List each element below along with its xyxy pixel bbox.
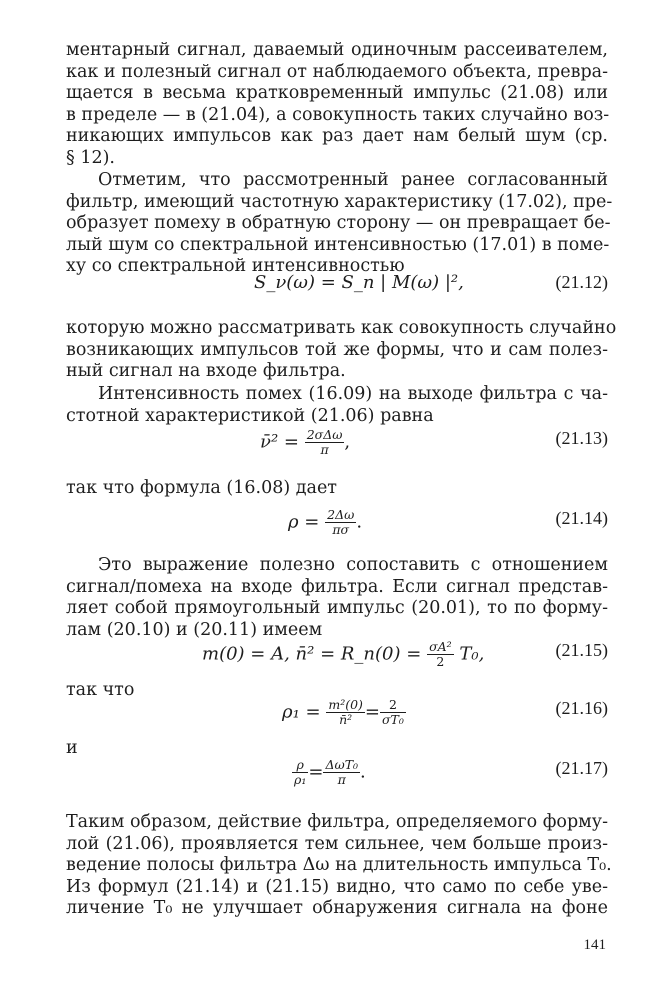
- fraction: [292, 758, 308, 787]
- text-line: фильтр, имеющий частотную характеристику (17.02), пре-: [66, 191, 613, 212]
- denominator: πσ: [332, 522, 350, 537]
- denominator: n̄²: [339, 712, 353, 727]
- fraction: [380, 698, 406, 727]
- paragraph-3: [66, 318, 617, 383]
- paragraph-5: [66, 478, 608, 500]
- text-line: ный сигнал на входе фильтра.: [66, 361, 346, 382]
- equation-equals: =: [308, 761, 324, 783]
- equation-lhs: ν̄² =: [260, 431, 299, 453]
- denominator: π: [320, 442, 329, 457]
- text-line: возникающих импульсов той же формы, что и сам полез-: [66, 339, 608, 360]
- text-line: личение T₀ не улучшает обнаружения сигнала на фоне: [66, 898, 608, 919]
- equation-21-13: [66, 428, 608, 468]
- equation-21-17: [66, 758, 608, 798]
- fraction: [427, 640, 454, 669]
- fraction: [325, 508, 356, 537]
- numerator: 2σΔω: [306, 427, 343, 442]
- numerator: 2: [380, 698, 406, 713]
- equation-equals: =: [364, 701, 381, 723]
- fraction: [323, 758, 360, 787]
- text-line: Это выражение полезно сопоставить с отношением: [98, 555, 608, 575]
- text-line: в пределе — в (21.04), а совокупность таких случайно воз-: [66, 104, 610, 125]
- numerator: σA²: [429, 639, 452, 654]
- denominator: π: [337, 772, 346, 787]
- text-line: и: [66, 738, 78, 758]
- fraction: [326, 698, 365, 727]
- text-line: ху со спектральной интенсивностью: [66, 256, 405, 277]
- equation-21-14: [66, 508, 608, 548]
- paragraph-6: [66, 555, 608, 641]
- equation-tail: ,: [344, 431, 351, 453]
- equation-lhs: m(0) = A, n̄² = R_n(0) =: [202, 643, 422, 665]
- equation-tail: T₀,: [459, 643, 485, 665]
- equation-number: (21.15): [555, 640, 608, 660]
- equation-body: S_ν(ω) = S_n | M(ω) |²,: [254, 272, 464, 293]
- text-line: образует помеху в обратную сторону — он превращает бе-: [66, 213, 611, 234]
- paragraph-9: [66, 812, 612, 920]
- text-line: так что: [66, 680, 135, 700]
- numerator: ΔωT₀: [325, 757, 359, 772]
- text-line: так что формула (16.08) дает: [66, 478, 337, 498]
- fraction: [305, 428, 345, 457]
- text-line: никающих импульсов как раз дает нам белый шум (ср.: [66, 126, 608, 147]
- text-line: ляет собой прямоугольный импульс (20.01), то по форму-: [66, 598, 608, 619]
- text-line: § 12).: [66, 147, 115, 168]
- equation-tail: .: [360, 761, 366, 783]
- paragraph-2: [66, 170, 613, 278]
- paragraph-1: [66, 40, 608, 170]
- equation-lhs: ρ =: [288, 511, 320, 533]
- equation-tail: .: [356, 511, 363, 533]
- denominator: 2: [436, 654, 445, 669]
- equation-number: (21.12): [555, 272, 608, 292]
- numerator: m²(0): [328, 697, 363, 712]
- text-line: которую можно рассматривать как совокупность случайно: [66, 318, 617, 338]
- text-line: Отметим, что рассмотренный ранее согласованный: [98, 170, 608, 190]
- text-line: Из формул (21.14) и (21.15) видно, что само по себе уве-: [66, 876, 608, 897]
- denominator: ρ₁: [294, 772, 307, 787]
- text-line: сигнал/помеха на входе фильтра. Если сигнал представ-: [66, 576, 608, 597]
- text-line: как и полезный сигнал от наблюдаемого объекта, превра-: [66, 61, 608, 82]
- equation-lhs: ρ₁ =: [282, 701, 321, 723]
- equation-number: (21.16): [555, 698, 608, 718]
- text-line: ведение полосы фильтра Δω на длительность импульса T₀.: [66, 855, 612, 876]
- text-line: ментарный сигнал, даваемый одиночным рассеивателем,: [66, 40, 608, 60]
- equation-number: (21.13): [555, 428, 608, 448]
- text-line: Таким образом, действие фильтра, определяемого форму-: [66, 812, 608, 832]
- equation-21-12: [66, 272, 608, 312]
- text-line: щается в весьма кратковременный импульс (21.08) или: [66, 83, 608, 104]
- text-line: стотной характеристикой (21.06) равна: [66, 405, 434, 426]
- equation-21-15: [66, 640, 608, 680]
- text-line: лой (21.06), проявляется тем сильнее, чем больше произ-: [66, 833, 608, 854]
- paragraph-4: [66, 384, 608, 427]
- text-line: Интенсивность помех (16.09) на выходе фильтра с ча-: [98, 384, 608, 404]
- equation-number: (21.14): [555, 508, 608, 528]
- numerator: 2Δω: [327, 507, 355, 522]
- equation-21-16: [66, 698, 608, 738]
- equation-number: (21.17): [555, 758, 608, 778]
- text-line: лам (20.10) и (20.11) имеем: [66, 619, 323, 640]
- text-line: лый шум со спектральной интенсивностью (17.01) в поме-: [66, 234, 610, 255]
- numerator: ρ: [292, 758, 308, 773]
- page-number: 141: [583, 937, 606, 953]
- denominator: σT₀: [382, 712, 404, 727]
